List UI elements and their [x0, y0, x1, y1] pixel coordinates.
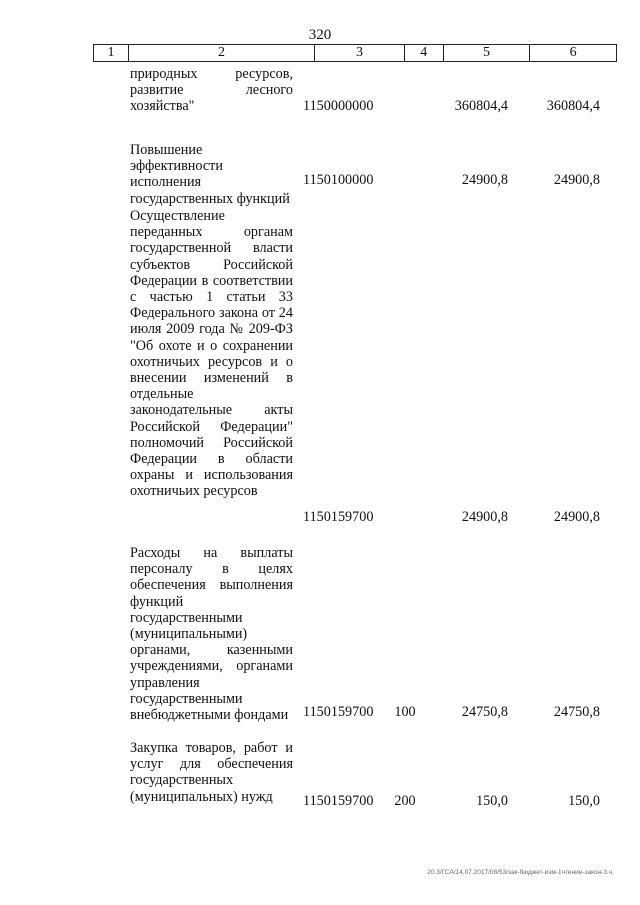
- row-value-col6: 24900,8: [553, 509, 600, 525]
- row-description: Осуществление переданных органам государственной власти субъектов Российской Федерации в соответствии с частью 1 статьи 33 Федерального закона от 24 июля 2009 года № 209-ФЗ "Об охоте и о сохранении охотничьих ресурсов и о внесении изменений в отдельные законодательные акты Российской Федерации" полномочий Российской Федерации в области охраны и использования охотничьих ресурсов: [130, 208, 293, 500]
- row-value-col6: 360804,4: [546, 98, 600, 114]
- row-description: Расходы на выплаты персоналу в целях обеспечения выполнения функций государственными (муниципальными) органами, казенными учреждениями, органами управления государственными внебюджетными фондами: [130, 545, 293, 724]
- row-description: Повышение эффективности исполнения государственных функций: [130, 142, 290, 207]
- column-header-3: 3: [314, 45, 404, 61]
- row-value-col5: 24900,8: [461, 172, 508, 188]
- column-header-1: 1: [107, 45, 115, 60]
- row-value-col5: 24900,8: [461, 509, 508, 525]
- row-code: 1150159700: [303, 793, 374, 809]
- document-footer-code: 20.3/ГСА/14.07.2017/08/53/зак-бюджет-изм-1чтение-закон-3.ч.: [427, 869, 614, 876]
- page-number: 320: [308, 27, 332, 43]
- row-value-col5: 24750,8: [461, 704, 508, 720]
- column-header-4: 4: [404, 45, 443, 61]
- row-value-col6: 24750,8: [553, 704, 600, 720]
- row-code: 1150000000: [303, 98, 374, 114]
- table-header-row: [93, 44, 617, 62]
- row-expense-type: 200: [394, 793, 416, 809]
- column-header-6: 6: [529, 45, 616, 61]
- row-value-col6: 24900,8: [553, 172, 600, 188]
- column-header-5: 5: [443, 45, 530, 61]
- row-description: Закупка товаров, работ и услуг для обеспечения государственных (муниципальных) нужд: [130, 740, 293, 805]
- row-value-col6: 150,0: [568, 793, 600, 809]
- row-value-col5: 150,0: [476, 793, 508, 809]
- row-expense-type: 100: [394, 704, 416, 720]
- row-code: 1150159700: [303, 704, 374, 720]
- row-code: 1150159700: [303, 509, 374, 525]
- row-code: 1150100000: [303, 172, 374, 188]
- row-description: природных ресурсов, развитие лесного хозяйства": [130, 66, 293, 115]
- column-header-2: 2: [128, 45, 314, 61]
- row-value-col5: 360804,4: [454, 98, 508, 114]
